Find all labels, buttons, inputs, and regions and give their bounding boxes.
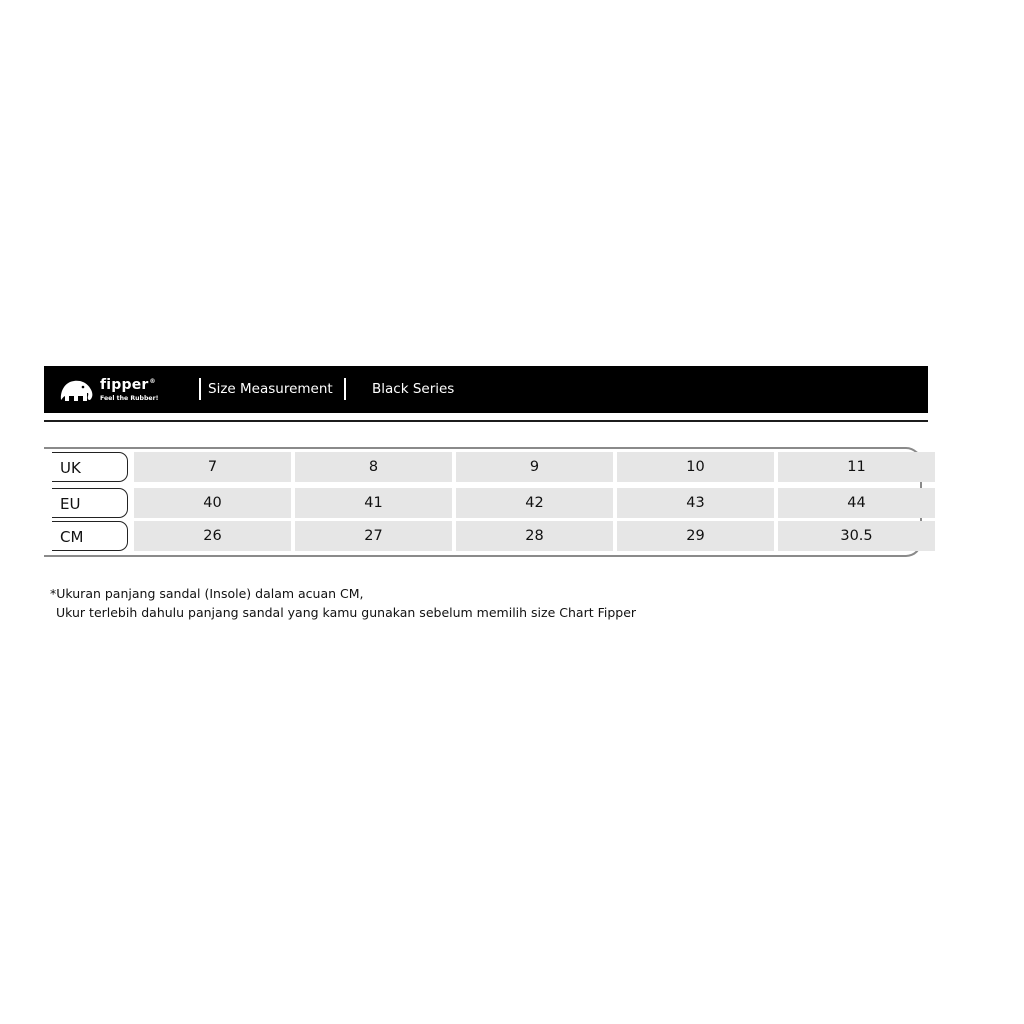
note-line: Ukur terlebih dahulu panjang sandal yang kamu gunakan sebelum memilih size Chart Fipper bbox=[56, 605, 637, 620]
series-title: Black Series bbox=[372, 381, 455, 397]
table-cell: 41 bbox=[295, 488, 452, 518]
brand-name: fipper® bbox=[100, 377, 156, 393]
table-cell: 30.5 bbox=[778, 521, 935, 551]
table-cell: 7 bbox=[134, 452, 291, 482]
table-cell: 8 bbox=[295, 452, 452, 482]
table-cell: 43 bbox=[617, 488, 774, 518]
row-label: CM bbox=[52, 521, 128, 551]
table-cell: 28 bbox=[456, 521, 613, 551]
header-bar bbox=[44, 366, 928, 413]
table-cell: 11 bbox=[778, 452, 935, 482]
table-cell: 10 bbox=[617, 452, 774, 482]
table-cell: 26 bbox=[134, 521, 291, 551]
table-cell: 44 bbox=[778, 488, 935, 518]
table-row-cm bbox=[52, 521, 912, 551]
elephant-icon bbox=[58, 376, 96, 404]
section-title: Size Measurement bbox=[208, 381, 333, 397]
header-underline bbox=[44, 420, 928, 422]
row-label: UK bbox=[52, 452, 128, 482]
table-cell: 27 bbox=[295, 521, 452, 551]
table-cell: 9 bbox=[456, 452, 613, 482]
header-divider bbox=[199, 378, 201, 400]
trademark-mark: ® bbox=[149, 378, 156, 385]
brand-tagline: Feel the Rubber! bbox=[100, 395, 159, 402]
row-label: EU bbox=[52, 488, 128, 518]
table-row-uk bbox=[52, 452, 912, 482]
table-row-eu bbox=[52, 488, 912, 518]
table-cell: 29 bbox=[617, 521, 774, 551]
table-cell: 40 bbox=[134, 488, 291, 518]
size-note bbox=[50, 584, 750, 622]
table-cell: 42 bbox=[456, 488, 613, 518]
brand-logo bbox=[58, 374, 168, 406]
header-divider bbox=[344, 378, 346, 400]
note-line: *Ukuran panjang sandal (Insole) dalam acuan CM, bbox=[50, 586, 364, 601]
